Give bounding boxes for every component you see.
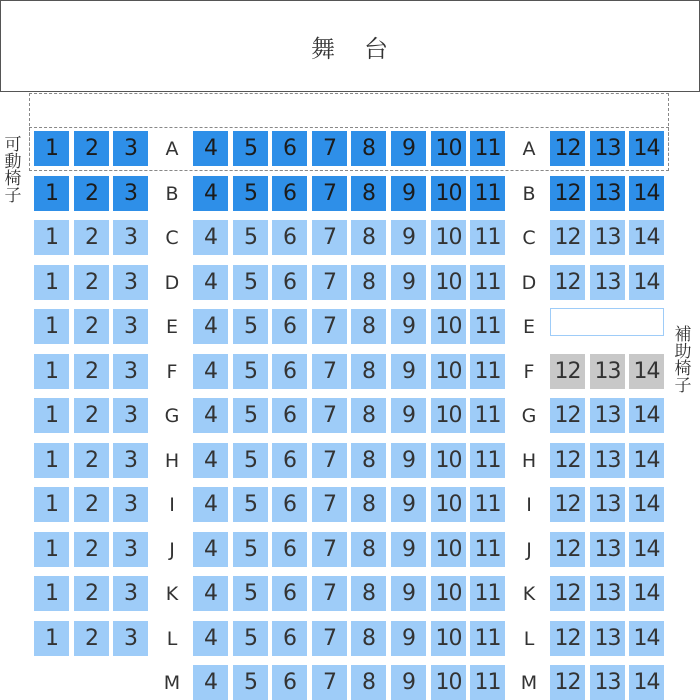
seat-a-14[interactable]: 14 xyxy=(629,131,664,166)
seat-b-8[interactable]: 8 xyxy=(351,176,386,211)
seat-k-14[interactable]: 14 xyxy=(629,576,664,611)
seat-g-6[interactable]: 6 xyxy=(272,398,307,433)
seat-a-3[interactable]: 3 xyxy=(113,131,148,166)
seat-m-14[interactable]: 14 xyxy=(629,665,664,700)
seat-c-7[interactable]: 7 xyxy=(312,220,347,255)
seat-g-9[interactable]: 9 xyxy=(391,398,426,433)
seat-d-10[interactable]: 10 xyxy=(431,265,466,300)
seat-c-9[interactable]: 9 xyxy=(391,220,426,255)
seat-f-1[interactable]: 1 xyxy=(34,354,69,389)
row-label-g-left: G xyxy=(164,404,180,427)
seat-b-3[interactable]: 3 xyxy=(113,176,148,211)
seat-c-1[interactable]: 1 xyxy=(34,220,69,255)
row-label-h-left: H xyxy=(164,449,180,472)
seat-c-13[interactable]: 13 xyxy=(590,220,625,255)
seat-f-8[interactable]: 8 xyxy=(351,354,386,389)
row-label-b-right: B xyxy=(522,182,536,205)
seat-c-4[interactable]: 4 xyxy=(193,220,228,255)
seat-l-6[interactable]: 6 xyxy=(272,621,307,656)
seat-c-14[interactable]: 14 xyxy=(629,220,664,255)
seat-c-3[interactable]: 3 xyxy=(113,220,148,255)
seat-b-6[interactable]: 6 xyxy=(272,176,307,211)
seat-m-6[interactable]: 6 xyxy=(272,665,307,700)
seat-i-10[interactable]: 10 xyxy=(431,487,466,522)
seat-h-2[interactable]: 2 xyxy=(74,443,109,478)
seat-c-5[interactable]: 5 xyxy=(233,220,268,255)
seat-g-14[interactable]: 14 xyxy=(629,398,664,433)
seat-a-13[interactable]: 13 xyxy=(590,131,625,166)
seat-b-12[interactable]: 12 xyxy=(550,176,585,211)
seat-b-7[interactable]: 7 xyxy=(312,176,347,211)
movable-seats-label: 可動椅子 xyxy=(4,135,22,206)
seat-m-9[interactable]: 9 xyxy=(391,665,426,700)
seat-l-14[interactable]: 14 xyxy=(629,621,664,656)
seat-k-8[interactable]: 8 xyxy=(351,576,386,611)
seat-i-13[interactable]: 13 xyxy=(590,487,625,522)
stage-char-2: 台 xyxy=(364,34,389,63)
row-label-i-right: I xyxy=(526,493,532,516)
seat-f-12[interactable]: 12 xyxy=(550,354,585,389)
seat-d-8[interactable]: 8 xyxy=(351,265,386,300)
seat-f-2[interactable]: 2 xyxy=(74,354,109,389)
seat-a-5[interactable]: 5 xyxy=(233,131,268,166)
seat-b-4[interactable]: 4 xyxy=(193,176,228,211)
seat-f-4[interactable]: 4 xyxy=(193,354,228,389)
seat-f-3[interactable]: 3 xyxy=(113,354,148,389)
seat-e-8[interactable]: 8 xyxy=(351,309,386,344)
seat-j-3[interactable]: 3 xyxy=(113,532,148,567)
row-label-i-left: I xyxy=(169,493,175,516)
seat-j-2[interactable]: 2 xyxy=(74,532,109,567)
seat-j-14[interactable]: 14 xyxy=(629,532,664,567)
stage-char-1: 舞 xyxy=(311,34,336,63)
seat-d-13[interactable]: 13 xyxy=(590,265,625,300)
seat-k-9[interactable]: 9 xyxy=(391,576,426,611)
seat-j-6[interactable]: 6 xyxy=(272,532,307,567)
row-label-j-left: J xyxy=(169,538,175,561)
seat-j-10[interactable]: 10 xyxy=(431,532,466,567)
seat-h-1[interactable]: 1 xyxy=(34,443,69,478)
seat-k-1[interactable]: 1 xyxy=(34,576,69,611)
seat-l-11[interactable]: 11 xyxy=(470,621,505,656)
seat-h-4[interactable]: 4 xyxy=(193,443,228,478)
seat-g-5[interactable]: 5 xyxy=(233,398,268,433)
seat-d-6[interactable]: 6 xyxy=(272,265,307,300)
seat-b-9[interactable]: 9 xyxy=(391,176,426,211)
seat-j-5[interactable]: 5 xyxy=(233,532,268,567)
seat-b-10[interactable]: 10 xyxy=(431,176,466,211)
seat-h-12[interactable]: 12 xyxy=(550,443,585,478)
row-label-m-right: M xyxy=(520,671,538,694)
row-label-k-right: K xyxy=(522,582,536,605)
seat-c-2[interactable]: 2 xyxy=(74,220,109,255)
seat-h-7[interactable]: 7 xyxy=(312,443,347,478)
auxiliary-seat-placeholder xyxy=(550,308,664,336)
seat-c-11[interactable]: 11 xyxy=(470,220,505,255)
seat-i-11[interactable]: 11 xyxy=(470,487,505,522)
row-label-e-left: E xyxy=(165,315,178,338)
seat-e-7[interactable]: 7 xyxy=(312,309,347,344)
row-label-a-right: A xyxy=(522,137,536,160)
seat-d-14[interactable]: 14 xyxy=(629,265,664,300)
seat-k-2[interactable]: 2 xyxy=(74,576,109,611)
seat-j-12[interactable]: 12 xyxy=(550,532,585,567)
seat-b-1[interactable]: 1 xyxy=(34,176,69,211)
auxiliary-seats-label: 補助椅子 xyxy=(674,325,692,396)
seat-f-11[interactable]: 11 xyxy=(470,354,505,389)
seat-e-6[interactable]: 6 xyxy=(272,309,307,344)
row-label-h-right: H xyxy=(521,449,537,472)
seat-g-10[interactable]: 10 xyxy=(431,398,466,433)
seat-a-8[interactable]: 8 xyxy=(351,131,386,166)
seat-a-9[interactable]: 9 xyxy=(391,131,426,166)
seat-i-9[interactable]: 9 xyxy=(391,487,426,522)
seat-m-12[interactable]: 12 xyxy=(550,665,585,700)
seat-l-2[interactable]: 2 xyxy=(74,621,109,656)
seat-k-10[interactable]: 10 xyxy=(431,576,466,611)
seat-d-2[interactable]: 2 xyxy=(74,265,109,300)
seat-a-2[interactable]: 2 xyxy=(74,131,109,166)
row-label-k-left: K xyxy=(165,582,179,605)
seat-c-8[interactable]: 8 xyxy=(351,220,386,255)
seat-d-3[interactable]: 3 xyxy=(113,265,148,300)
seat-i-5[interactable]: 5 xyxy=(233,487,268,522)
seat-k-11[interactable]: 11 xyxy=(470,576,505,611)
seat-l-3[interactable]: 3 xyxy=(113,621,148,656)
seat-g-4[interactable]: 4 xyxy=(193,398,228,433)
seat-g-8[interactable]: 8 xyxy=(351,398,386,433)
seat-a-4[interactable]: 4 xyxy=(193,131,228,166)
seat-e-3[interactable]: 3 xyxy=(113,309,148,344)
seat-d-11[interactable]: 11 xyxy=(470,265,505,300)
seat-f-5[interactable]: 5 xyxy=(233,354,268,389)
row-label-d-right: D xyxy=(521,271,537,294)
seat-l-13[interactable]: 13 xyxy=(590,621,625,656)
seat-e-9[interactable]: 9 xyxy=(391,309,426,344)
seat-a-12[interactable]: 12 xyxy=(550,131,585,166)
seat-f-6[interactable]: 6 xyxy=(272,354,307,389)
seat-d-12[interactable]: 12 xyxy=(550,265,585,300)
seat-k-4[interactable]: 4 xyxy=(193,576,228,611)
seat-e-11[interactable]: 11 xyxy=(470,309,505,344)
seat-i-6[interactable]: 6 xyxy=(272,487,307,522)
seat-a-10[interactable]: 10 xyxy=(431,131,466,166)
seat-l-5[interactable]: 5 xyxy=(233,621,268,656)
seat-g-1[interactable]: 1 xyxy=(34,398,69,433)
seat-i-2[interactable]: 2 xyxy=(74,487,109,522)
seat-i-1[interactable]: 1 xyxy=(34,487,69,522)
seat-c-10[interactable]: 10 xyxy=(431,220,466,255)
seat-e-2[interactable]: 2 xyxy=(74,309,109,344)
row-label-l-left: L xyxy=(166,627,178,650)
seat-d-7[interactable]: 7 xyxy=(312,265,347,300)
seat-c-6[interactable]: 6 xyxy=(272,220,307,255)
row-label-f-right: F xyxy=(523,360,535,383)
row-label-c-right: C xyxy=(522,226,536,249)
seat-i-3[interactable]: 3 xyxy=(113,487,148,522)
seat-i-7[interactable]: 7 xyxy=(312,487,347,522)
seat-c-12[interactable]: 12 xyxy=(550,220,585,255)
seat-f-13[interactable]: 13 xyxy=(590,354,625,389)
seat-k-13[interactable]: 13 xyxy=(590,576,625,611)
row-label-a-left: A xyxy=(165,137,179,160)
seat-k-6[interactable]: 6 xyxy=(272,576,307,611)
seat-h-9[interactable]: 9 xyxy=(391,443,426,478)
seat-b-2[interactable]: 2 xyxy=(74,176,109,211)
seat-j-13[interactable]: 13 xyxy=(590,532,625,567)
seat-g-12[interactable]: 12 xyxy=(550,398,585,433)
seat-j-1[interactable]: 1 xyxy=(34,532,69,567)
seat-d-5[interactable]: 5 xyxy=(233,265,268,300)
seat-g-7[interactable]: 7 xyxy=(312,398,347,433)
seat-f-9[interactable]: 9 xyxy=(391,354,426,389)
seat-j-11[interactable]: 11 xyxy=(470,532,505,567)
seat-b-13[interactable]: 13 xyxy=(590,176,625,211)
seat-m-5[interactable]: 5 xyxy=(233,665,268,700)
seat-a-7[interactable]: 7 xyxy=(312,131,347,166)
row-label-d-left: D xyxy=(164,271,180,294)
seat-h-6[interactable]: 6 xyxy=(272,443,307,478)
seat-e-4[interactable]: 4 xyxy=(193,309,228,344)
seat-m-7[interactable]: 7 xyxy=(312,665,347,700)
seat-m-8[interactable]: 8 xyxy=(351,665,386,700)
seat-m-11[interactable]: 11 xyxy=(470,665,505,700)
seat-h-5[interactable]: 5 xyxy=(233,443,268,478)
seat-k-7[interactable]: 7 xyxy=(312,576,347,611)
seat-i-8[interactable]: 8 xyxy=(351,487,386,522)
seat-m-10[interactable]: 10 xyxy=(431,665,466,700)
seat-l-12[interactable]: 12 xyxy=(550,621,585,656)
row-label-b-left: B xyxy=(165,182,179,205)
seat-l-7[interactable]: 7 xyxy=(312,621,347,656)
row-label-l-right: L xyxy=(523,627,535,650)
seat-f-7[interactable]: 7 xyxy=(312,354,347,389)
seat-i-4[interactable]: 4 xyxy=(193,487,228,522)
seat-h-11[interactable]: 11 xyxy=(470,443,505,478)
seat-l-9[interactable]: 9 xyxy=(391,621,426,656)
row-label-j-right: J xyxy=(526,538,532,561)
stage xyxy=(0,0,700,92)
seat-g-3[interactable]: 3 xyxy=(113,398,148,433)
seat-g-11[interactable]: 11 xyxy=(470,398,505,433)
seat-a-6[interactable]: 6 xyxy=(272,131,307,166)
seat-h-10[interactable]: 10 xyxy=(431,443,466,478)
seat-b-14[interactable]: 14 xyxy=(629,176,664,211)
seat-g-13[interactable]: 13 xyxy=(590,398,625,433)
row-label-e-right: E xyxy=(522,315,535,338)
seat-d-1[interactable]: 1 xyxy=(34,265,69,300)
seat-h-3[interactable]: 3 xyxy=(113,443,148,478)
seat-h-8[interactable]: 8 xyxy=(351,443,386,478)
seat-l-4[interactable]: 4 xyxy=(193,621,228,656)
seat-l-8[interactable]: 8 xyxy=(351,621,386,656)
seat-e-10[interactable]: 10 xyxy=(431,309,466,344)
row-label-m-left: M xyxy=(163,671,181,694)
seat-j-8[interactable]: 8 xyxy=(351,532,386,567)
seat-b-11[interactable]: 11 xyxy=(470,176,505,211)
seat-j-9[interactable]: 9 xyxy=(391,532,426,567)
seat-a-11[interactable]: 11 xyxy=(470,131,505,166)
seat-m-13[interactable]: 13 xyxy=(590,665,625,700)
seat-j-4[interactable]: 4 xyxy=(193,532,228,567)
seat-l-10[interactable]: 10 xyxy=(431,621,466,656)
seat-h-14[interactable]: 14 xyxy=(629,443,664,478)
seat-h-13[interactable]: 13 xyxy=(590,443,625,478)
seat-d-4[interactable]: 4 xyxy=(193,265,228,300)
seat-e-5[interactable]: 5 xyxy=(233,309,268,344)
seat-i-12[interactable]: 12 xyxy=(550,487,585,522)
seat-m-4[interactable]: 4 xyxy=(193,665,228,700)
row-label-c-left: C xyxy=(165,226,179,249)
seat-f-10[interactable]: 10 xyxy=(431,354,466,389)
seat-e-1[interactable]: 1 xyxy=(34,309,69,344)
seat-j-7[interactable]: 7 xyxy=(312,532,347,567)
seat-g-2[interactable]: 2 xyxy=(74,398,109,433)
seat-i-14[interactable]: 14 xyxy=(629,487,664,522)
seat-b-5[interactable]: 5 xyxy=(233,176,268,211)
row-label-g-right: G xyxy=(521,404,537,427)
row-label-f-left: F xyxy=(166,360,178,383)
seat-l-1[interactable]: 1 xyxy=(34,621,69,656)
seat-d-9[interactable]: 9 xyxy=(391,265,426,300)
seat-f-14[interactable]: 14 xyxy=(629,354,664,389)
seat-a-1[interactable]: 1 xyxy=(34,131,69,166)
seat-k-12[interactable]: 12 xyxy=(550,576,585,611)
seat-k-5[interactable]: 5 xyxy=(233,576,268,611)
seat-k-3[interactable]: 3 xyxy=(113,576,148,611)
